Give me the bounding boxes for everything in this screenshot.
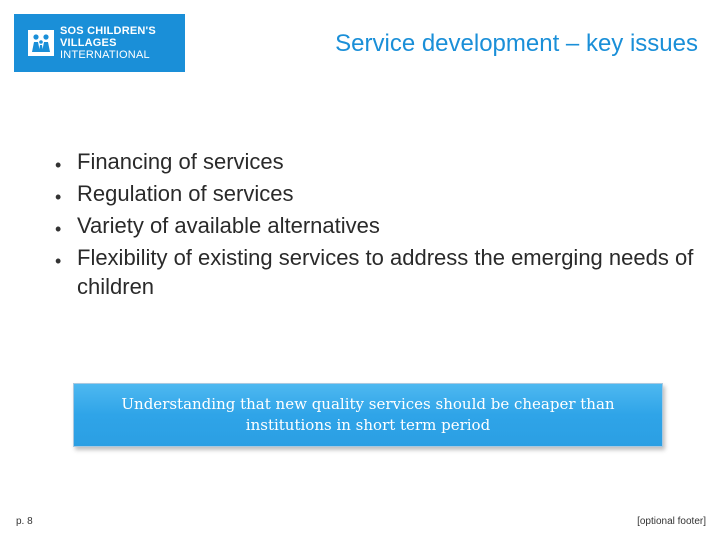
bullet-text: Flexibility of existing services to address the emerging needs of children (77, 245, 694, 299)
bullet-text: Variety of available alternatives (77, 213, 380, 238)
page-number: p. 8 (16, 516, 33, 527)
logo-line-3: INTERNATIONAL (60, 49, 150, 61)
callout-text: Understanding that new quality services should be cheaper than institutions in short term period (121, 395, 615, 434)
callout-box (73, 383, 663, 447)
bullet-list (55, 147, 715, 304)
sos-children-villages-logo-icon (28, 30, 54, 56)
organization-logo (14, 14, 185, 72)
logo-line-1: SOS CHILDREN'S (60, 25, 156, 37)
logo-line-2: VILLAGES (60, 37, 117, 49)
logo-wordmark (60, 25, 156, 61)
bullet-dot-icon: • (55, 155, 62, 175)
bullet-item (55, 179, 715, 208)
bullet-dot-icon: • (55, 187, 62, 207)
bullet-item (55, 243, 715, 301)
bullet-item (55, 147, 715, 176)
bullet-text: Regulation of services (77, 181, 294, 206)
bullet-text: Financing of services (77, 149, 284, 174)
bullet-dot-icon: • (55, 219, 62, 239)
slide-title: Service development – key issues (335, 30, 698, 57)
bullet-item (55, 211, 715, 240)
footer-text: [optional footer] (637, 516, 706, 527)
bullet-dot-icon: • (55, 251, 62, 271)
